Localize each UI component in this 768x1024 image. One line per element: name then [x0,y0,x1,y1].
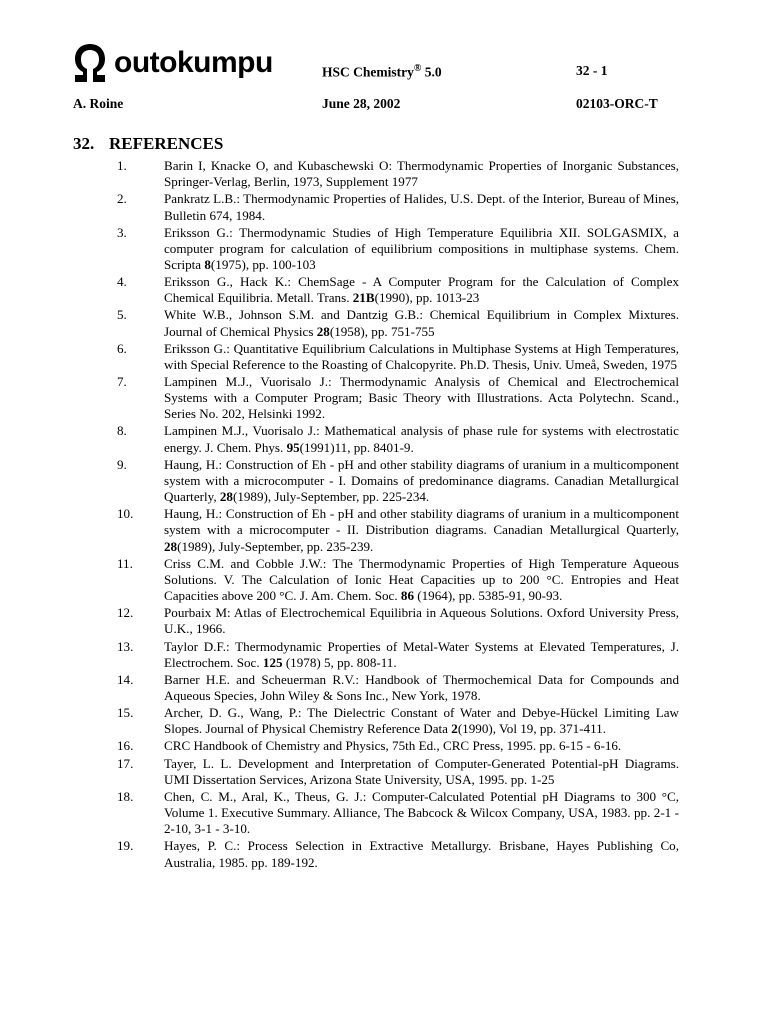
reference-volume: 28 [219,489,233,505]
author: A. Roine [73,96,124,111]
document-date: June 28, 2002 [322,96,401,111]
reference-text-part: (1958), pp. 751-755 [329,323,435,339]
reference-number: 18. [117,788,134,804]
reference-text-part: (1964), pp. 5385-91, 90-93. [414,588,563,604]
registered-mark: ® [413,63,422,74]
reference-number: 4. [117,274,127,290]
company-logo [72,40,273,86]
reference-item [117,274,679,306]
reference-text-part: Pankratz L.B.: Thermodynamic Properties of Halides, U.S. Dept. of the Interior, Bureau of Mines, Bulletin 674, 1984. [164,191,679,223]
logo-wordmark: outokumpu [114,46,273,79]
reference-number: 5. [117,307,127,323]
reference-item [117,556,679,605]
reference-text [164,556,679,605]
reference-text [164,738,679,754]
reference-text-part: Chen, C. M., Aral, K., Theus, G. J.: Computer-Calculated Potential pH Diagrams to 300 °C, Volume 1. Executive Summary. Alliance, The Babcock & Wilcox Company, USA, 1983. pp. 2-1 - 2-10, 3-1 - 3-10. [164,788,679,837]
reference-text [164,756,679,788]
reference-text [164,423,679,455]
reference-volume: 86 [400,588,414,604]
reference-text-part: Hayes, P. C.: Process Selection in Extractive Metallurgy. Brisbane, Hayes Publishing Co, Australia, 1985. pp. 189-192. [164,838,679,870]
reference-number: 7. [117,373,127,389]
reference-text [164,374,679,423]
reference-text-part: Criss C.M. and Cobble J.W.: The Thermodynamic Properties of High Temperature Aqueous Solutions. V. The Calculation of Ionic Heat Capacities up to 200 °C. Entropies and Heat Capacities above 200 °C. J. Am. Chem. Soc. [164,555,679,604]
section-heading [73,134,223,154]
reference-text [164,307,679,339]
reference-volume: 2 [451,721,458,737]
reference-item [117,756,679,788]
reference-text-part: (1975), pp. 100-103 [210,257,316,272]
reference-text-part: Haung, H.: Construction of Eh - pH and other stability diagrams of uranium in a multicomponent system with a microcomputer - II. Distribution diagrams. Canadian Metallurgical Quarterly, [164,506,679,538]
reference-item [117,705,679,737]
reference-volume: 28 [164,538,178,554]
reference-text-part: Tayer, L. L. Development and Interpretation of Computer-Generated Potential-pH Diagrams. UMI Dissertation Services, Arizona State University, USA, 1995. pp. 1-25 [164,755,679,787]
product-name: HSC Chemistry [322,64,414,80]
reference-item [117,838,679,870]
reference-text-part: Taylor D.F.: Thermodynamic Properties of Metal-Water Systems at Elevated Temperatures, J. Electrochem. Soc. [164,638,679,670]
reference-text [164,274,679,306]
reference-text [164,457,679,506]
reference-item [117,605,679,637]
reference-item [117,158,679,190]
reference-text [164,506,679,555]
reference-text-part: Barner H.E. and Scheuerman R.V.: Handbook of Thermochemical Data for Compounds and Aqueous Species, John Wiley & Sons Inc., New York, 1978. [164,671,679,704]
reference-item [117,738,679,754]
reference-number: 12. [117,605,134,621]
reference-number: 15. [117,705,134,721]
reference-list [117,158,679,872]
reference-text-part: Barin I, Knacke O, and Kubaschewski O: Thermodynamic Properties of Inorganic Substances, Springer-Verlag, Berlin, 1973, Supplement 1977 [164,158,679,190]
section-title: REFERENCES [109,134,224,153]
reference-text-part: (1989), July-September, pp. 225-234. [232,489,430,505]
reference-text-part: Lampinen M.J., Vuorisalo J.: Mathematical analysis of phase rule for systems with electrostatic energy. J. Chem. Phys. [164,423,679,455]
section-number: 32. [73,134,95,153]
reference-volume: 8 [204,257,211,272]
reference-number: 14. [117,671,134,687]
reference-text [164,158,679,190]
reference-number: 13. [117,638,134,654]
reference-item [117,789,679,838]
document-id: 02103-ORC-T [576,96,658,111]
reference-text-part: Haung, H.: Construction of Eh - pH and other stability diagrams of uranium in a multicomponent system with a microcomputer - I. Domains of predominance diagrams. Canadian Metallurgical Quarterly, [164,456,679,505]
reference-text-part: CRC Handbook of Chemistry and Physics, 75th Ed., CRC Press, 1995. pp. 6-15 - 6-16. [164,738,622,754]
reference-text [164,341,679,373]
reference-text-part: (1989), July-September, pp. 235-239. [177,538,374,554]
product-title [322,63,442,81]
reference-item [117,672,679,704]
reference-text-part: (1990), pp. 1013-23 [374,290,480,306]
reference-number: 1. [117,158,127,173]
reference-text [164,225,679,274]
reference-item [117,307,679,339]
reference-text-part: Pourbaix M: Atlas of Electrochemical Equilibria in Aqueous Solutions. Oxford University Press, U.K., 1966. [164,605,679,637]
reference-number: 19. [117,838,134,854]
reference-number: 17. [117,755,134,771]
reference-text [164,639,679,671]
reference-text-part: (1978) 5, pp. 808-11. [282,654,397,670]
reference-number: 11. [117,555,133,571]
reference-number: 8. [117,423,127,439]
reference-text-part: Eriksson G.: Quantitative Equilibrium Calculations in Multiphase Systems at High Temperatures, with Special Reference to the Roasting of Chalcopyrite. Ph.D. Thesis, Univ. Umeå, Sweden, 1975 [164,340,679,372]
reference-text-part: Eriksson G.: Thermodynamic Studies of High Temperature Equilibria XII. SOLGASMIX, a computer program for calculation of equilibrium compositions in multiphase systems. Chem. Scripta [164,224,679,272]
reference-text-part: Eriksson G., Hack K.: ChemSage - A Computer Program for the Calculation of Complex Chemical Equilibria. Metall. Trans. [164,274,679,306]
reference-volume: 21B [352,290,375,306]
reference-item [117,506,679,555]
reference-number: 6. [117,340,127,356]
reference-text-part: (1990), Vol 19, pp. 371-411. [457,721,606,737]
reference-number: 2. [117,191,127,207]
reference-number: 3. [117,224,127,240]
reference-text [164,838,679,870]
reference-text-part: Lampinen M.J., Vuorisalo J.: Thermodynamic Analysis of Chemical and Electrochemical Systems with a Computer Program; Basic Theory with Illustrations. Acta Polytechn. Scand., Series No. 202, Helsinki 1992. [164,373,679,422]
reference-item [117,225,679,274]
reference-text [164,705,679,737]
reference-text-part: (1991)11, pp. 8401-9. [299,439,414,455]
reference-item [117,423,679,455]
omega-logo-icon [72,41,108,85]
reference-text-part: White W.B., Johnson S.M. and Dantzig G.B.: Chemical Equilibrium in Complex Mixtures. Journal of Chemical Physics [164,307,679,339]
reference-text [164,605,679,637]
reference-text [164,789,679,838]
reference-number: 9. [117,456,127,472]
reference-text [164,672,679,704]
reference-item [117,341,679,373]
reference-number: 10. [117,506,134,522]
product-version: 5.0 [424,64,442,80]
reference-item [117,191,679,223]
reference-text-part: Archer, D. G., Wang, P.: The Dielectric Constant of Water and Debye-Hückel Limiting Law Slopes. Journal of Physical Chemistry Reference Data [164,705,679,737]
reference-item [117,639,679,671]
reference-volume: 125 [262,654,283,670]
reference-item [117,457,679,506]
reference-volume: 28 [316,323,330,339]
page-number: 32 - 1 [576,63,608,78]
reference-item [117,374,679,423]
reference-number: 16. [117,738,134,754]
reference-text [164,191,679,223]
reference-volume: 95 [286,439,300,455]
